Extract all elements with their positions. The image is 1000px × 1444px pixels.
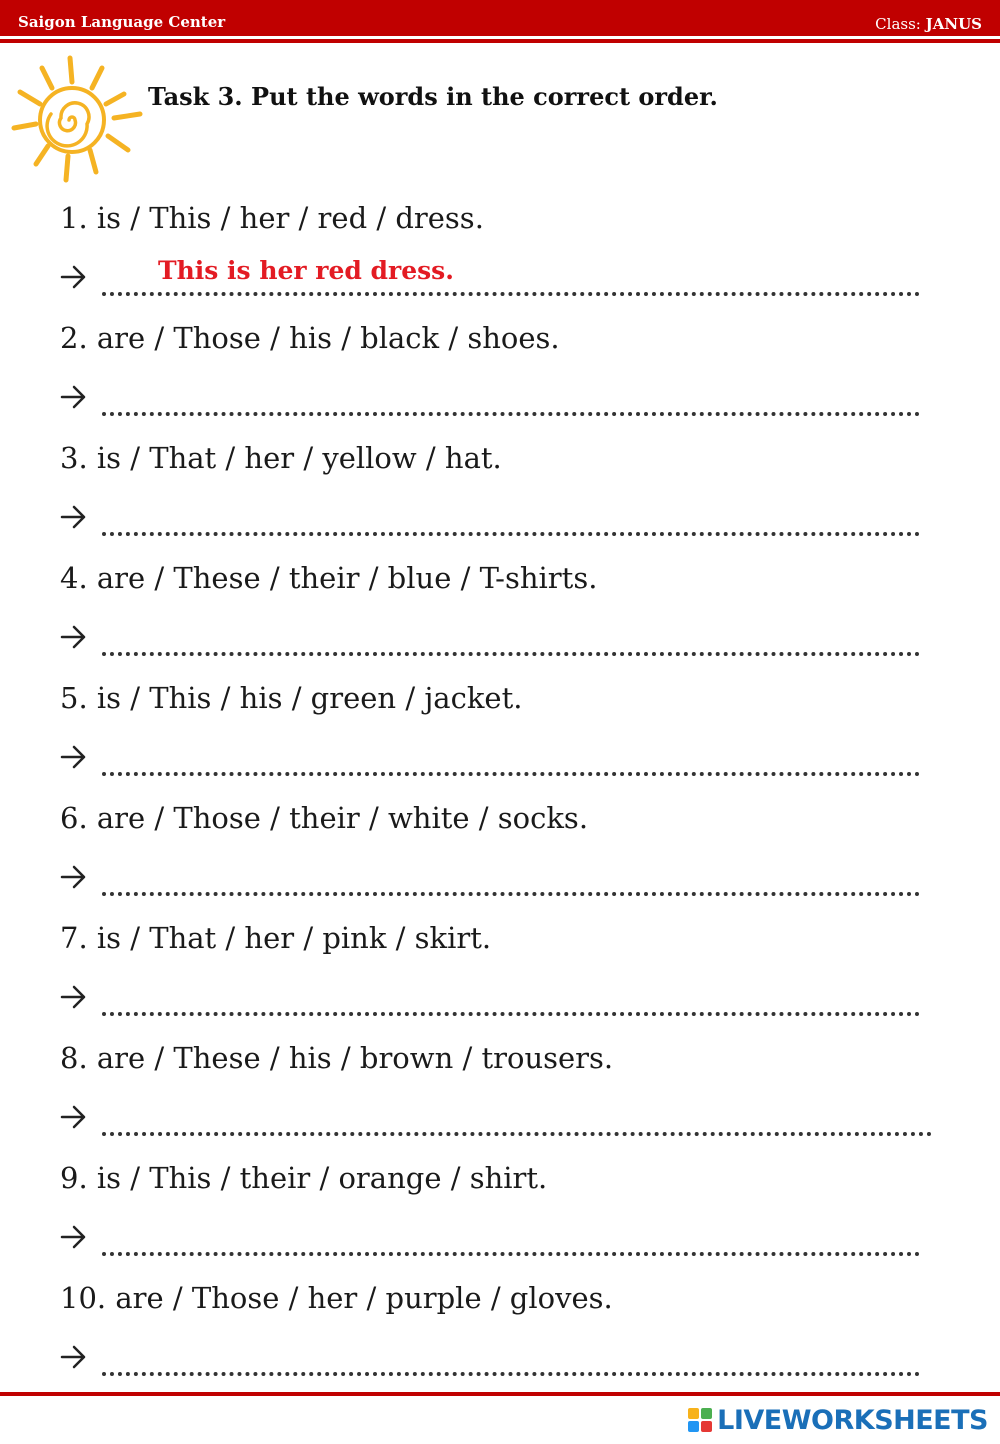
question-prompt: 4. are / These / their / blue / T-shirts. — [60, 561, 598, 595]
org-name: Saigon Language Center — [18, 13, 226, 31]
question-prompt: 2. are / Those / his / black / shoes. — [60, 321, 560, 355]
class-name: JANUS — [925, 15, 982, 33]
question-prompt: 9. is / This / their / orange / shirt. — [60, 1161, 548, 1195]
exercise-item — [60, 556, 960, 676]
answer-field[interactable] — [102, 1352, 920, 1376]
answer-row — [60, 256, 960, 300]
arrow-right-icon — [60, 384, 88, 410]
brand-name: LIVEWORKSHEETS — [717, 1404, 988, 1436]
answer-text: This is her red dress. — [158, 256, 454, 285]
arrow-right-icon — [60, 864, 88, 890]
exercise-item — [60, 1156, 960, 1276]
class-label: Class: — [875, 15, 921, 33]
liveworksheets-brand[interactable] — [687, 1404, 988, 1436]
exercise-item — [60, 1276, 960, 1396]
footer-divider — [0, 1392, 1000, 1396]
exercise-item — [60, 796, 960, 916]
arrow-right-icon — [60, 1344, 88, 1370]
sun-icon — [6, 52, 146, 184]
task-title: Task 3. Put the words in the correct order. — [148, 82, 718, 111]
answer-field[interactable] — [102, 512, 920, 536]
arrow-right-icon — [60, 744, 88, 770]
question-prompt: 1. is / This / her / red / dress. — [60, 201, 484, 235]
header-bar — [0, 0, 1000, 36]
class-info — [875, 15, 982, 33]
exercise-item — [60, 1036, 960, 1156]
answer-row — [60, 736, 960, 780]
answer-field[interactable] — [102, 872, 920, 896]
answer-field[interactable] — [102, 1232, 920, 1256]
question-prompt: 3. is / That / her / yellow / hat. — [60, 441, 502, 475]
question-prompt: 10. are / Those / her / purple / gloves. — [60, 1281, 613, 1315]
question-prompt: 7. is / That / her / pink / skirt. — [60, 921, 492, 955]
answer-row — [60, 1096, 960, 1140]
arrow-right-icon — [60, 984, 88, 1010]
answer-field[interactable] — [102, 632, 920, 656]
answer-field[interactable] — [102, 992, 920, 1016]
exercise-item — [60, 436, 960, 556]
answer-field[interactable] — [102, 752, 920, 776]
question-prompt: 8. are / These / his / brown / trousers. — [60, 1041, 614, 1075]
arrow-right-icon — [60, 264, 88, 290]
arrow-right-icon — [60, 504, 88, 530]
header-divider — [0, 39, 1000, 43]
arrow-right-icon — [60, 624, 88, 650]
exercise-list — [60, 196, 960, 1396]
question-prompt: 6. are / Those / their / white / socks. — [60, 801, 589, 835]
answer-row — [60, 1216, 960, 1260]
exercise-item — [60, 316, 960, 436]
answer-row — [60, 496, 960, 540]
exercise-item — [60, 676, 960, 796]
answer-row — [60, 376, 960, 420]
arrow-right-icon — [60, 1104, 88, 1130]
exercise-item — [60, 916, 960, 1036]
answer-row — [60, 976, 960, 1020]
liveworksheets-logo-icon — [687, 1407, 713, 1433]
arrow-right-icon — [60, 1224, 88, 1250]
answer-row — [60, 856, 960, 900]
question-prompt: 5. is / This / his / green / jacket. — [60, 681, 523, 715]
answer-row — [60, 616, 960, 660]
answer-field[interactable] — [102, 392, 920, 416]
answer-row — [60, 1336, 960, 1380]
exercise-item — [60, 196, 960, 316]
answer-field[interactable] — [102, 1112, 932, 1136]
